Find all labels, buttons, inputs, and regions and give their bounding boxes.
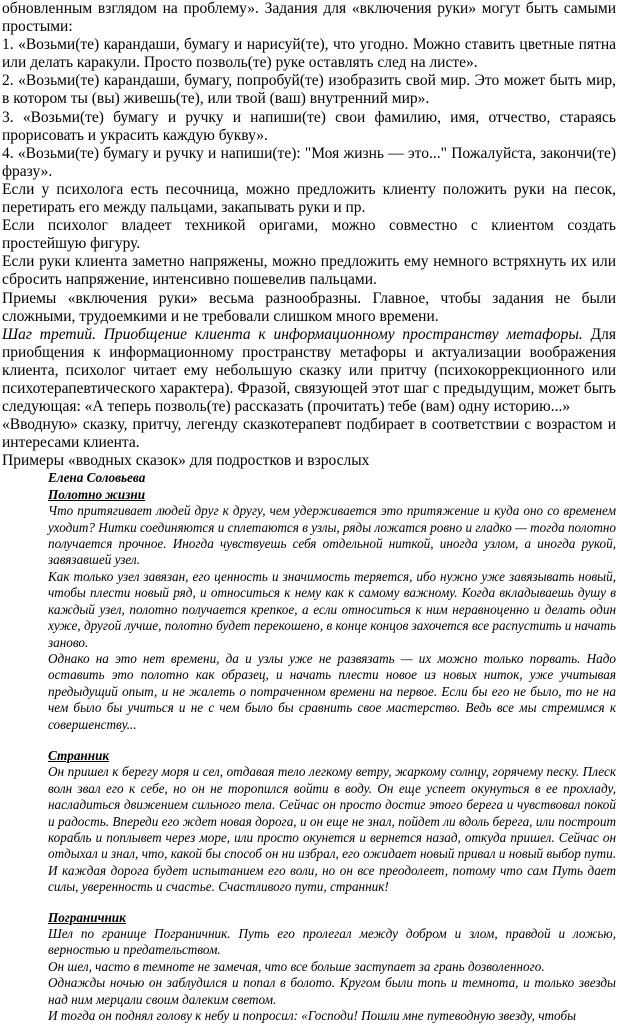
paragraph: Если руки клиента заметно напряжены, можно предложить ему немного встряхнуть их или сбросить напряжение, интенсивно пошевелив пальцами.	[2, 253, 616, 289]
list-item: 1. «Возьми(те) карандаши, бумагу и нарисуй(те), что угодно. Можно ставить цветные пятна или делать каракули. Просто позволь(те) руке оставлять след на листе».	[2, 36, 616, 72]
stories-block	[48, 470, 616, 1024]
paragraph: обновленным взглядом на проблему». Задания для «включения руки» могут быть самыми простыми:	[2, 0, 616, 36]
step-title: Шаг третий. Приобщение клиента к информационному пространству метафоры.	[2, 325, 583, 343]
spacer	[48, 896, 616, 910]
story-paragraph: Шел по границе Пограничник. Путь его пролегал между добром и злом, правдой и ложью, верностью и предательством.	[48, 926, 616, 958]
paragraph: «Вводную» сказку, притчу, легенду сказкотерапевт подбирает в соответствии с возрастом и интересами клиента.	[2, 416, 616, 452]
story-paragraph: Он пришел к берегу моря и сел, отдавая тело легкому ветру, жаркому солнцу, горячему песку. Плеск волн звал его к себе, но он не торопился войти в воду. Он еще успеет окунуться в ее прохладу, насладиться движением сильного тела. Сейчас он просто достиг этого берега и чувствовал покой и радость. Впереди его ждет новая дорога, и он еще не знал, пойдет ли вдоль берега, или построит корабль и поплывет через море, или просто окунется и вернется назад, откуда пришел. Сейчас он отдыхал и знал, что, какой бы способ он ни избрал, его ожидает новый привал и новый выбор пути. И каждая дорога будет испытанием его воли, но он все преодолеет, потому что сам Путь дает силы, уверенность и счастье. Счастливого пути, странник!	[48, 764, 616, 895]
story-paragraph: Однажды ночью он заблудился и попал в болото. Кругом были топь и темнота, и только звезды над ним мерцали своим далеким светом.	[48, 975, 616, 1007]
story-paragraph: Он шел, часто в темноте не замечая, что все больше заступает за грань дозволенного.	[48, 958, 545, 974]
story-paragraph: И тогда он поднял голову к небу и попросил: «Господи! Пошли мне путеводную звезду, чтобы	[48, 1008, 577, 1024]
paragraph: Если психолог владеет техникой оригами, можно совместно с клиентом создать простейшую фигуру.	[2, 217, 616, 253]
story-paragraph: Однако на это нет времени, да и узлы уже не развязать — их можно только порвать. Надо оставить это полотно как образец, и начать плести новое из новых ниток, уже учитывая предыдущий опыт, и не жалеть о потраченном времени на первое. Если бы его не было, то не на чем было бы учиться и не с чем было бы сравнить свое мастерство. Ведь все мы стремимся к совершенству...	[48, 650, 616, 732]
spacer	[48, 733, 616, 748]
paragraph: Примеры «вводных сказок» для подростков и взрослых	[2, 452, 370, 470]
story-author: Елена Соловьева	[48, 470, 146, 486]
main-text	[2, 0, 616, 470]
list-item: 2. «Возьми(те) карандаши, бумагу, попробуй(те) изобразить свой мир. Это может быть мир, в котором ты (вы) живешь(те), или твой (ваш) внутренний мир».	[2, 72, 616, 108]
list-item: 3. «Возьми(те) бумагу и ручку и напиши(те) свои фамилию, имя, отчество, стараясь прорисовать и украсить каждую букву».	[2, 108, 616, 144]
story-paragraph: Что притягивает людей друг к другу, чем удерживается это притяжение и куда оно со временем уходит? Нитки соединяются и сплетаются в узлы, ряды ложатся ровно и гладко — тогда полотно получается прочное. Иногда чувствуешь себя отдельной ниткой, иногда узлом, а иногда рукой, завязавшей узел.	[48, 503, 616, 568]
story-title: Странник	[48, 747, 110, 763]
list-item: 4. «Возьми(те) бумагу и ручку и напиши(те): "Моя жизнь — это..." Пожалуйста, закончи(те) фразу».	[2, 144, 616, 180]
paragraph: Если у психолога есть песочница, можно предложить клиенту положить руки на песок, перетирать его между пальцами, закапывать руки и пр.	[2, 180, 616, 217]
step-paragraph	[2, 326, 616, 416]
story-title: Пограничник	[48, 909, 126, 925]
story-title: Полотно жизни	[48, 486, 146, 502]
story-paragraph: Как только узел завязан, его ценность и значимость теряется, ибо нужно уже завязывать новый, чтобы плести новый ряд, и относиться к нему как к самому важному. Когда вкладываешь душу в каждый узел, полотно получается крепкое, а если относиться к ним неравноценно и делать один хуже, другой лучше, полотно будет перекошено, в конце концов захочется все распустить и начать заново.	[48, 568, 616, 650]
step-text: Для приобщения к информационному пространству метафоры и актуализации воображения клиента, психолог читает ему небольшую сказку или притчу (психокоррекционного или психотерапевтического характера). Фразой, связующей этот шаг с предыдущим, может быть следующая: «А теперь позволь(те) рассказать (прочитать) тебе (вам) одну историю...»	[2, 325, 616, 416]
paragraph: Приемы «включения руки» весьма разнообразны. Главное, чтобы задания не были сложными, трудоемкими и не требовали слишком много времени.	[2, 289, 616, 325]
